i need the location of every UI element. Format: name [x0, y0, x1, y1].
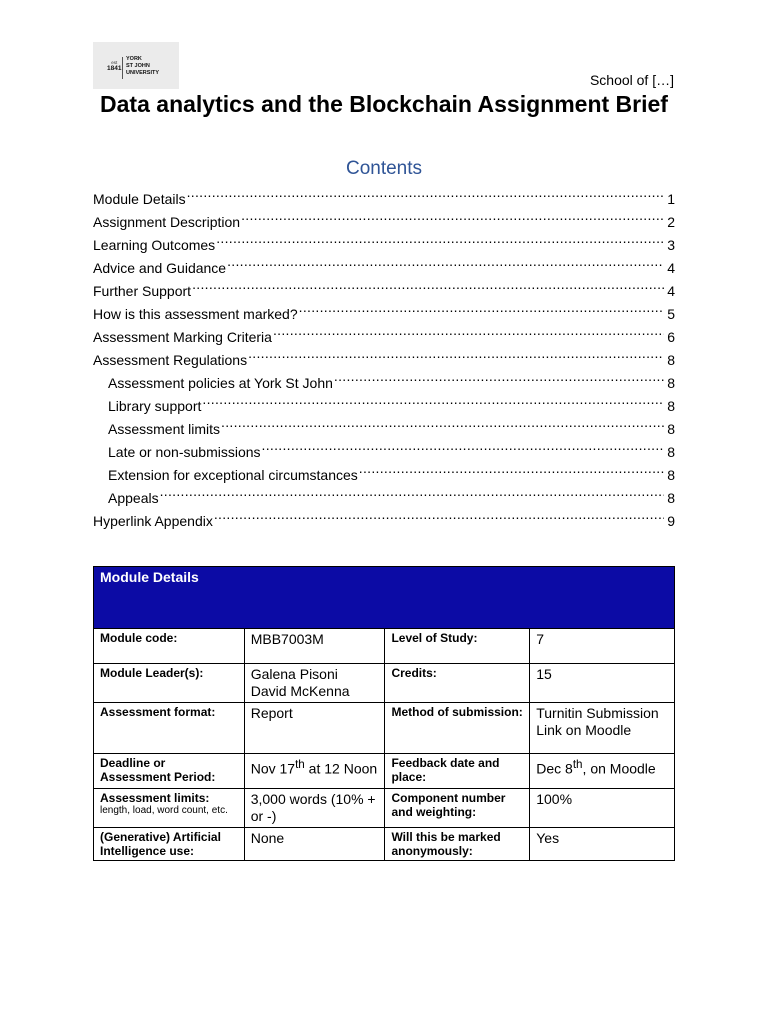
toc-entry-page: 9: [667, 513, 675, 529]
table-row: [94, 629, 675, 664]
toc-entry-label: Learning Outcomes: [93, 237, 216, 253]
field-label: Component number and weighting:: [385, 789, 530, 828]
logo-line-2: ST JOHN: [126, 63, 150, 69]
field-value: [530, 754, 675, 789]
field-label: Assessment format:: [94, 703, 245, 754]
toc-leader-dots: [187, 181, 664, 204]
field-value: [244, 754, 385, 789]
field-value: Turnitin Submission Link on Moodle: [530, 703, 675, 754]
table-of-contents: [93, 181, 675, 529]
toc-entry-label: Module Details: [93, 191, 186, 207]
module-details-heading: Module Details: [94, 567, 675, 629]
field-label: Will this be marked anonymously:: [385, 828, 530, 861]
toc-entry[interactable]: [93, 503, 675, 529]
field-label: Credits:: [385, 664, 530, 703]
table-row: [94, 664, 675, 703]
toc-leader-dots: [241, 204, 664, 227]
toc-leader-dots: [299, 296, 664, 319]
field-value: [244, 664, 385, 703]
module-details-header-row: [94, 567, 675, 629]
toc-entry-page: 2: [667, 214, 675, 230]
field-label: Module Leader(s):: [94, 664, 245, 703]
field-label-sub: length, load, word count, etc.: [100, 805, 228, 816]
toc-leader-dots: [192, 273, 664, 296]
table-row: [94, 789, 675, 828]
field-value: 7: [530, 629, 675, 664]
field-value: 100%: [530, 789, 675, 828]
field-label: Method of submission:: [385, 703, 530, 754]
toc-entry-page: 1: [667, 191, 675, 207]
toc-leader-dots: [273, 319, 664, 342]
table-row: [94, 754, 675, 789]
logo-divider: [122, 57, 123, 79]
toc-leader-dots: [262, 434, 664, 457]
toc-leader-dots: [202, 388, 664, 411]
module-details-table: [93, 566, 675, 861]
toc-entry-page: 8: [667, 375, 675, 391]
toc-entry-page: 8: [667, 421, 675, 437]
module-leader-2: David McKenna: [250, 683, 350, 699]
toc-entry-label: Assessment Marking Criteria: [93, 329, 272, 345]
toc-entry-page: 4: [667, 283, 675, 299]
logo-est-label: est: [111, 60, 118, 65]
field-value: Yes: [530, 828, 675, 861]
field-label: Feedback date and place:: [385, 754, 530, 789]
toc-entry-label: Assessment policies at York St John: [108, 375, 333, 391]
field-value: 3,000 words (10% + or -): [244, 789, 385, 828]
toc-leader-dots: [160, 480, 664, 503]
toc-entry-label: How is this assessment marked?: [93, 306, 298, 322]
toc-entry[interactable]: [93, 181, 675, 207]
toc-leader-dots: [359, 457, 664, 480]
toc-leader-dots: [227, 250, 664, 273]
field-value: MBB7003M: [244, 629, 385, 664]
toc-entry-page: 5: [667, 306, 675, 322]
field-label: [94, 789, 245, 828]
toc-entry-label: Library support: [108, 398, 202, 414]
deadline-date: Nov 17: [250, 760, 296, 777]
field-label-main: Assessment limits:: [100, 791, 210, 805]
feedback-place: , on Moodle: [582, 760, 656, 777]
toc-entry-label: Further Support: [93, 283, 192, 299]
ordinal-suffix: th: [295, 758, 305, 771]
toc-entry-label: Advice and Guidance: [93, 260, 227, 276]
toc-leader-dots: [334, 365, 664, 388]
toc-entry-label: Assessment Regulations: [93, 352, 248, 368]
toc-entry-label: Assessment limits: [108, 421, 221, 437]
toc-entry-label: Extension for exceptional circumstances: [108, 467, 358, 483]
field-value: Report: [244, 703, 385, 754]
toc-entry-label: Appeals: [108, 490, 159, 506]
table-row: [94, 703, 675, 754]
field-value: None: [244, 828, 385, 861]
table-row: [94, 828, 675, 861]
logo-name: [126, 56, 159, 77]
field-label: Deadline or Assessment Period:: [94, 754, 245, 789]
logo-line-1: YORK: [126, 56, 142, 62]
contents-heading: Contents: [345, 158, 423, 179]
school-name: School of […]: [589, 72, 674, 88]
document-title: Data analytics and the Blockchain Assignment Brief: [100, 91, 668, 117]
toc-entry-page: 8: [667, 444, 675, 460]
toc-entry-page: 6: [667, 329, 675, 345]
toc-entry-label: Late or non-submissions: [108, 444, 261, 460]
field-label: (Generative) Artificial Intelligence use:: [94, 828, 245, 861]
module-leader-1: Galena Pisoni: [250, 666, 338, 682]
toc-leader-dots: [214, 503, 664, 526]
toc-subentry[interactable]: [93, 480, 675, 506]
toc-entry-label: Assignment Description: [93, 214, 241, 230]
deadline-time: at 12 Noon: [304, 760, 378, 777]
university-logo: [93, 42, 179, 89]
toc-entry-page: 8: [667, 398, 675, 414]
field-value: 15: [530, 664, 675, 703]
toc-leader-dots: [221, 411, 664, 434]
field-label: Level of Study:: [385, 629, 530, 664]
toc-entry-page: 4: [667, 260, 675, 276]
field-label: Module code:: [94, 629, 245, 664]
toc-entry-page: 8: [667, 467, 675, 483]
logo-est: [107, 60, 121, 72]
feedback-date: Dec 8: [536, 760, 573, 777]
toc-leader-dots: [248, 342, 664, 365]
toc-leader-dots: [216, 227, 664, 250]
ordinal-suffix: th: [572, 758, 583, 771]
toc-entry-page: 3: [667, 237, 675, 253]
logo-line-3: UNIVERSITY: [126, 70, 160, 76]
toc-entry-page: 8: [667, 352, 675, 368]
toc-entry-page: 8: [667, 490, 675, 506]
logo-est-year: 1841: [107, 65, 122, 72]
toc-entry-label: Hyperlink Appendix: [93, 513, 213, 529]
